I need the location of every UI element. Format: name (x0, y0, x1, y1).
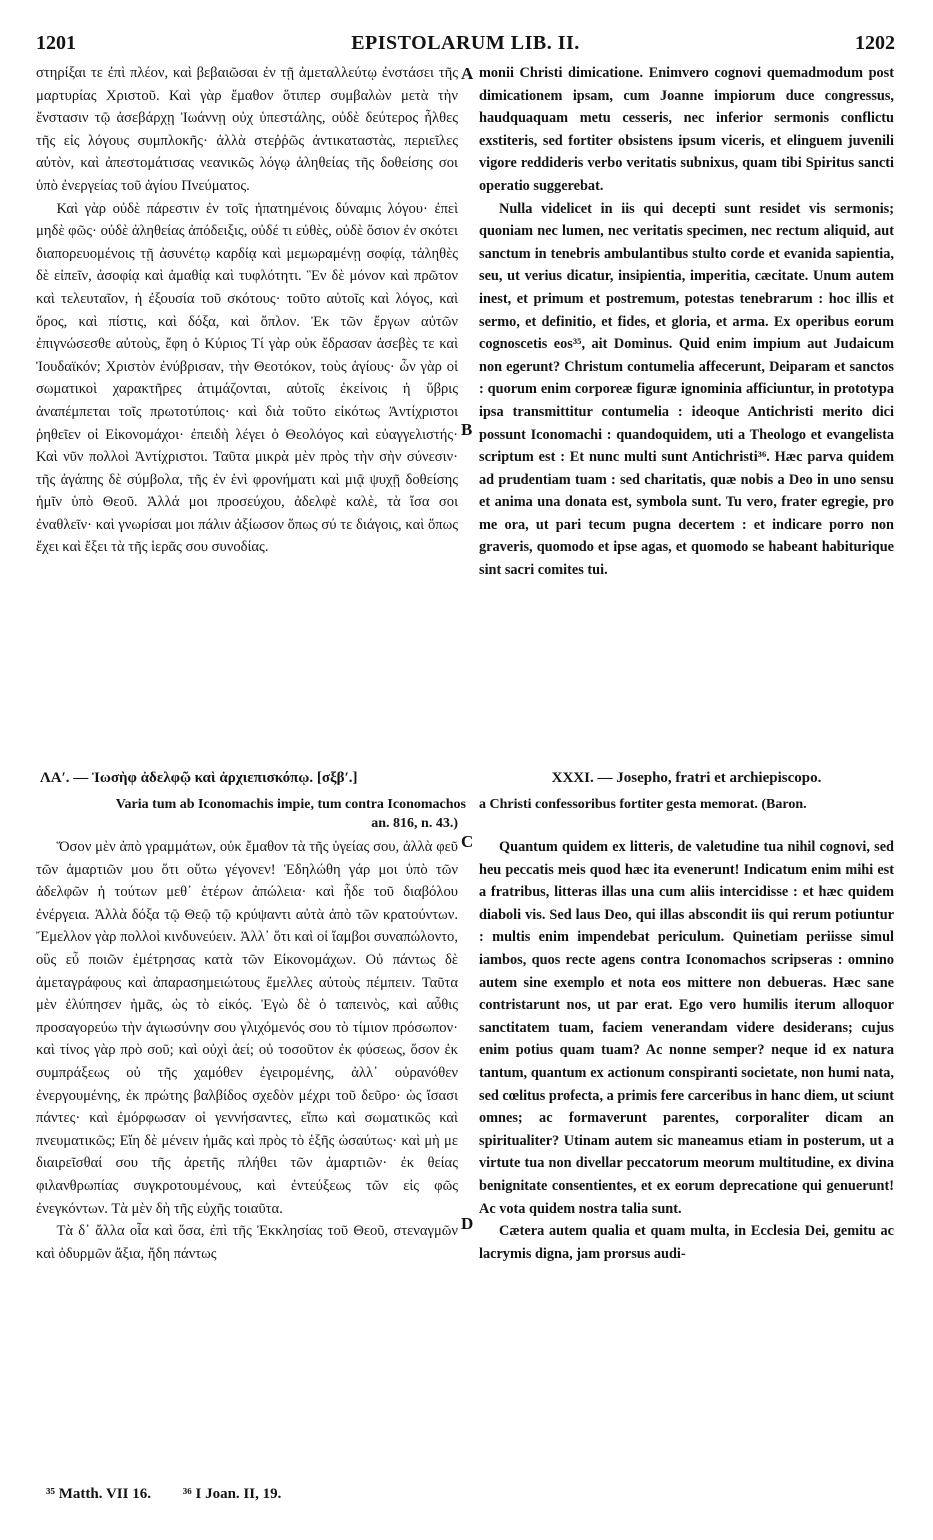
latin-column-lower (479, 836, 894, 1265)
greek-paragraph-4: Τὰ δ᾽ ἄλλα οἷα καὶ ὅσα, ἐπὶ τῆς Ἐκκλησίας τοῦ Θεοῦ, στεναγμῶν καὶ ὀδυρμῶν ἄξια, ἤδη πάντως (36, 1223, 458, 1262)
left-page-number: 1201 (36, 32, 76, 54)
argument-line-2: an. 816, n. 43.) (371, 816, 458, 831)
page-header (36, 32, 895, 58)
greek-column-lower (36, 836, 458, 1265)
argument-line-1b: a Christi confessoribus fortiter gesta memorat. (Baron. (479, 797, 807, 812)
footnotes (46, 1486, 309, 1503)
margin-letter-d: D (461, 1214, 474, 1233)
margin-letter-a: A (461, 64, 474, 83)
greek-paragraph-1: στηρίξαι τε ἐπὶ πλέον, καὶ βεβαιῶσαι ἐν τῇ ἀμεταλλεύτῳ ἐνστάσει τῆς μαρτυρίας Χριστοῦ. Καὶ γὰρ ἔμαθον ὅτιπερ συμβαλὼν μετὰ τὴν ἔνστασιν τῷ ἀσεβάρχῃ Ἰωάννῃ οὐχ ὑπεστάλης, οὐδὲ δεύτερος ἦλθες τῆς εἰς λόγους συμπλοκῆς· ἀλλὰ στεῤῥῶς ἀντικαταστὰς, περιεῖλες αὐτὸν, καὶ ἀπεστομάτισας νεανικῶς λόγῳ ἀληθείας τῆς δοθείσης σοι ὑπὸ ἐνεργείας τοῦ ἁγίου Πνεύματος. (36, 65, 458, 194)
argument-line-1: Varia tum ab Iconomachis impie, tum contra Iconomachos (115, 797, 466, 812)
latin-paragraph-4: Cætera autem qualia et quam multa, in Ecclesia Dei, gemitu ac lacrymis digna, jam prorsus audi- (479, 1223, 894, 1262)
latin-paragraph-2: Nulla videlicet in iis qui decepti sunt residet vis sermonis; quoniam nec lumen, nec veritatis specimen, nec rectum aliquid, aut sanctum in tenebris ambulantibus stulto corde et evanida sapientia, seu, ut verius dicatur, insipientia, imperitia, cæcitate. Unum autem inest, et primum et postremum, potestas tenebrarum : hoc illis et sermo, et definitio, et fides, et gloria, et arma. Ex operibus eorum cognoscetis eos³⁵, ait Dominus. Quid enim impium aut Judaicum non egerunt? Christum contumelia affecerunt, Deiparam et sanctos : quorum enim corporeæ figuræ ignominia afficiuntur, in prototypa ipsa transmittitur contumelia : ideoque Antichristi merito dici possunt Iconomachi : quandoquidem, uti a Theologo et evangelista scriptum est : Et nunc multi sunt Antichristi³⁶. Hæc parva quidem ad prudentiam tuam : sed charitatis, quæ nobis a Deo in uno sensu et anima una donata est, symbola sunt. Tu vero, frater egregie, pro me ora, ut pari tecum pugna decertem : et indicare porro non graveris, quomodo et ipse agas, et quomodo se habeant habiturique sint sacri comites tui. (479, 200, 894, 579)
greek-paragraph-2: Καὶ γὰρ οὐδὲ πάρεστιν ἐν τοῖς ἠπατημένοις δύναμις λόγου· ἐπεὶ μηδὲ φῶς· οὐδὲ ἀληθείας ἀπόδειξις, οὐδέ τι εὐθὲς, οὐδὲ ὅσιον ἐν σκότει διαπορευομένοις τῇ ἀσυνέτῳ καρδίᾳ καὶ μεμωραμένῃ σοφίᾳ, τἀληθὲς δὲ εἰπεῖν, ἀσοφίᾳ καὶ ἀμαθίᾳ καὶ τυφλότητι. Ἓν δὲ μόνον καὶ πρῶτον καὶ τελευταῖον, ἡ ἐξουσία τοῦ σκότους· τοῦτο αὐτοῖς καὶ λόγος, καὶ ὅρος, καὶ πίστις, καὶ δόξα, καὶ ὅπλον. Ἐκ τῶν ἔργων αὐτῶν ἐπιγνώσεσθε αὐτοὺς, ἔφη ὁ Κύριος Τί γὰρ οὐκ ἔδρασαν ἀσεβὲς τε καὶ Ἰουδαϊκόν; Χριστὸν ἐνύβρισαν, τὴν Θεοτόκον, τοὺς ἁγίους· ὧν γὰρ οἱ σωματικοὶ χαρακτῆρες ἀτιμάζονται, αὐτοῖς ἐκείνοις ἡ ὕβρις ἀναπέμπεται τοῖς πρωτοτύποις· καὶ διὰ τοῦτο εἰκότως Ἀντίχριστοι ῥηθεῖεν οἱ Εἰκονομάχοι· ἐπειδὴ λέγει ὁ Θεολόγος καὶ εὐαγγελιστής· Καὶ νῦν πολλοὶ Ἀντίχριστοι. Ταῦτα μικρὰ μὲν πρὸς τὴν σὴν σύνεσιν· τῆς ἀγάπης δὲ σύμβολα, τῆς ἐν ἑνὶ φρονήματι καὶ μιᾷ ψυχῇ δοθείσης ἡμῖν ὑπὸ Θεοῦ. Ἀλλά μοι προσεύχου, ἀδελφὲ καλὲ, τὰ ἴσα σοι ἐναθλεῖν· καὶ γνωρίσαι μοι πάλιν ἀξίωσον ὅπως σύ τε διάγοις, καὶ ὅπως ἔχει καὶ ἔξει τὰ τῆς ἱερᾶς σου συνοδίας. (36, 200, 458, 556)
latin-paragraph-3: Quantum quidem ex litteris, de valetudine tua nihil cognovi, sed heu peccatis meis quod hæc ita evenerunt! Indicatum enim mihi est a fratribus, litteras illas una cum aliis intercidisse : et hæc quidem diaboli vis. Sed laus Deo, qui illas abscondit iis qui rerum potiuntur : multis enim impendebat periculum. Quinetiam periisse simul iambos, quos recte agens contra Iconomachos scripseras : omnino autem sine exemplo et nota eos mittere non debueras. Hæc sane contristarunt nos, ut par erat. Ego vero humilis iterum alloquor sanctitatem tuam, faciem venerandam videre desiderans; cujus enim potius quam tuam? Ac nonne semper? neque id ex natura tantum, quantum ex actionum conspiranti societate, non humi nata, sed cœlitus profecta, a primis fere carceribus in hanc diem, ut sciunt omnes; ac formaverunt parentes, corporaliter dicam an spiritualiter? Utinam autem sic maneamus etiam in posterum, ut a virtute tua non divellar peccatorum meorum multitudine, ex divina benignitate consentientes, et ex eorum deprecatione qui genuerunt! Ac vota quidem nostra talia sunt. (479, 839, 894, 1217)
right-page-number: 1202 (855, 32, 895, 54)
running-title: EPISTOLARUM LIB. II. (351, 32, 580, 54)
footnote-36: ³⁶ I Joan. II, 19. (182, 1486, 282, 1502)
margin-letter-c: C (461, 832, 474, 851)
greek-letter-heading: ΛΑʹ. — Ἰωσὴφ ἀδελφῷ καὶ ἀρχιεπισκόπῳ. [σξβʹ.] (40, 770, 358, 786)
greek-paragraph-3: Ὅσον μὲν ἀπὸ γραμμάτων, οὐκ ἔμαθον τὰ τῆς ὑγείας σου, ἀλλὰ φεῦ τῶν ἁμαρτιῶν μου ὅτι οὕτω γέγονεν! Ἐδηλώθη γάρ μοι ὑπὸ τῶν ἀδελφῶν ἡ τούτων μεθ᾽ ἑτέρων ἀπώλεια· καὶ ἧδε τοῦ διαβόλου ἐνέργεια. Ἀλλὰ δόξα τῷ Θεῷ τῷ κρύψαντι αὐτὰ ἀπὸ τῶν κρατούντων. Ἔμελλον γὰρ πολλοὶ κινδυνεύειν. Ἀλλ᾽ ὅτι καὶ οἱ ἴαμβοι συναπώλοντο, οὓς εὖ ποιῶν ἐμέτρησας κατὰ τῶν Εἰκονομάχων. Οὐ πάντως δὲ ἀμεταγράφους καὶ ἀπαρασημειώτους ἔμελλες αὐτοὺς πέμπειν. Ταῦτα μὲν ἐλύπησεν ἡμᾶς, ὡς τὸ εἰκός. Ἐγὼ δὲ ὁ ταπεινὸς, καὶ αὖθις προσαγορεύω τὴν ἁγιωσύνην σου γλιχόμενός σου τὸ τίμιον πρόσωπον· καὶ τίνος γὰρ πρὸ σοῦ; καὶ οὐχὶ ἀεί; οὐ τοσοῦτον ἐκ φύσεως, ὅσον ἐκ συμπράξεως οὐ τῆς χαμόθεν ἐγειρομένης, ἀλλ᾽ οὐρανόθεν ἐνεργουμένης, ἐκ πρώτης βαλβίδος σχεδὸν μέχρι τοῦ δεῦρο· ὡς ἴσασι πάντες· καὶ ἐμόρφωσαν οἱ γεννήσαντες, εἴπω καὶ σωματικῶς καὶ πνευματικῶς; Εἴη δὲ μένειν ἡμᾶς καὶ πρὸς τὸ ἑξῆς ὡσαύτως· καὶ μὴ με διαιρεῖσθαί σου τῆς ἀρετῆς πλήθει τῶν ἁμαρτιῶν· ἐκ θείας φιλανθρωπίας συγκροτουμένους, καὶ ἐντεύξεως τῶν εἰς φῶς ἐνεγκόντων. Τὰ μὲν δὴ τῆς εὐχῆς τοιαῦτα. (36, 839, 458, 1217)
footnote-35: ³⁵ Matth. VII 16. (46, 1486, 151, 1502)
latin-paragraph-1: monii Christi dimicatione. Enimvero cognovi quemadmodum post dimicationem ipsam, cum Joanne impiorum duce congressus, haudquaquam metu cesseris, nec inferior sermonis conflictu exstiteris, sed fortiter obsistens ipsum viceris, et elinguem juvenili vigore reddideris verbo veritatis subnixus, quam tibi Spiritus sancti operatio suggerebat. (479, 65, 894, 194)
latin-letter-heading: XXXI. — Josepho, fratri et archiepiscopo. (551, 770, 822, 786)
greek-column-upper (36, 62, 458, 559)
margin-letter-b: B (461, 420, 473, 439)
latin-column-upper (479, 62, 894, 582)
